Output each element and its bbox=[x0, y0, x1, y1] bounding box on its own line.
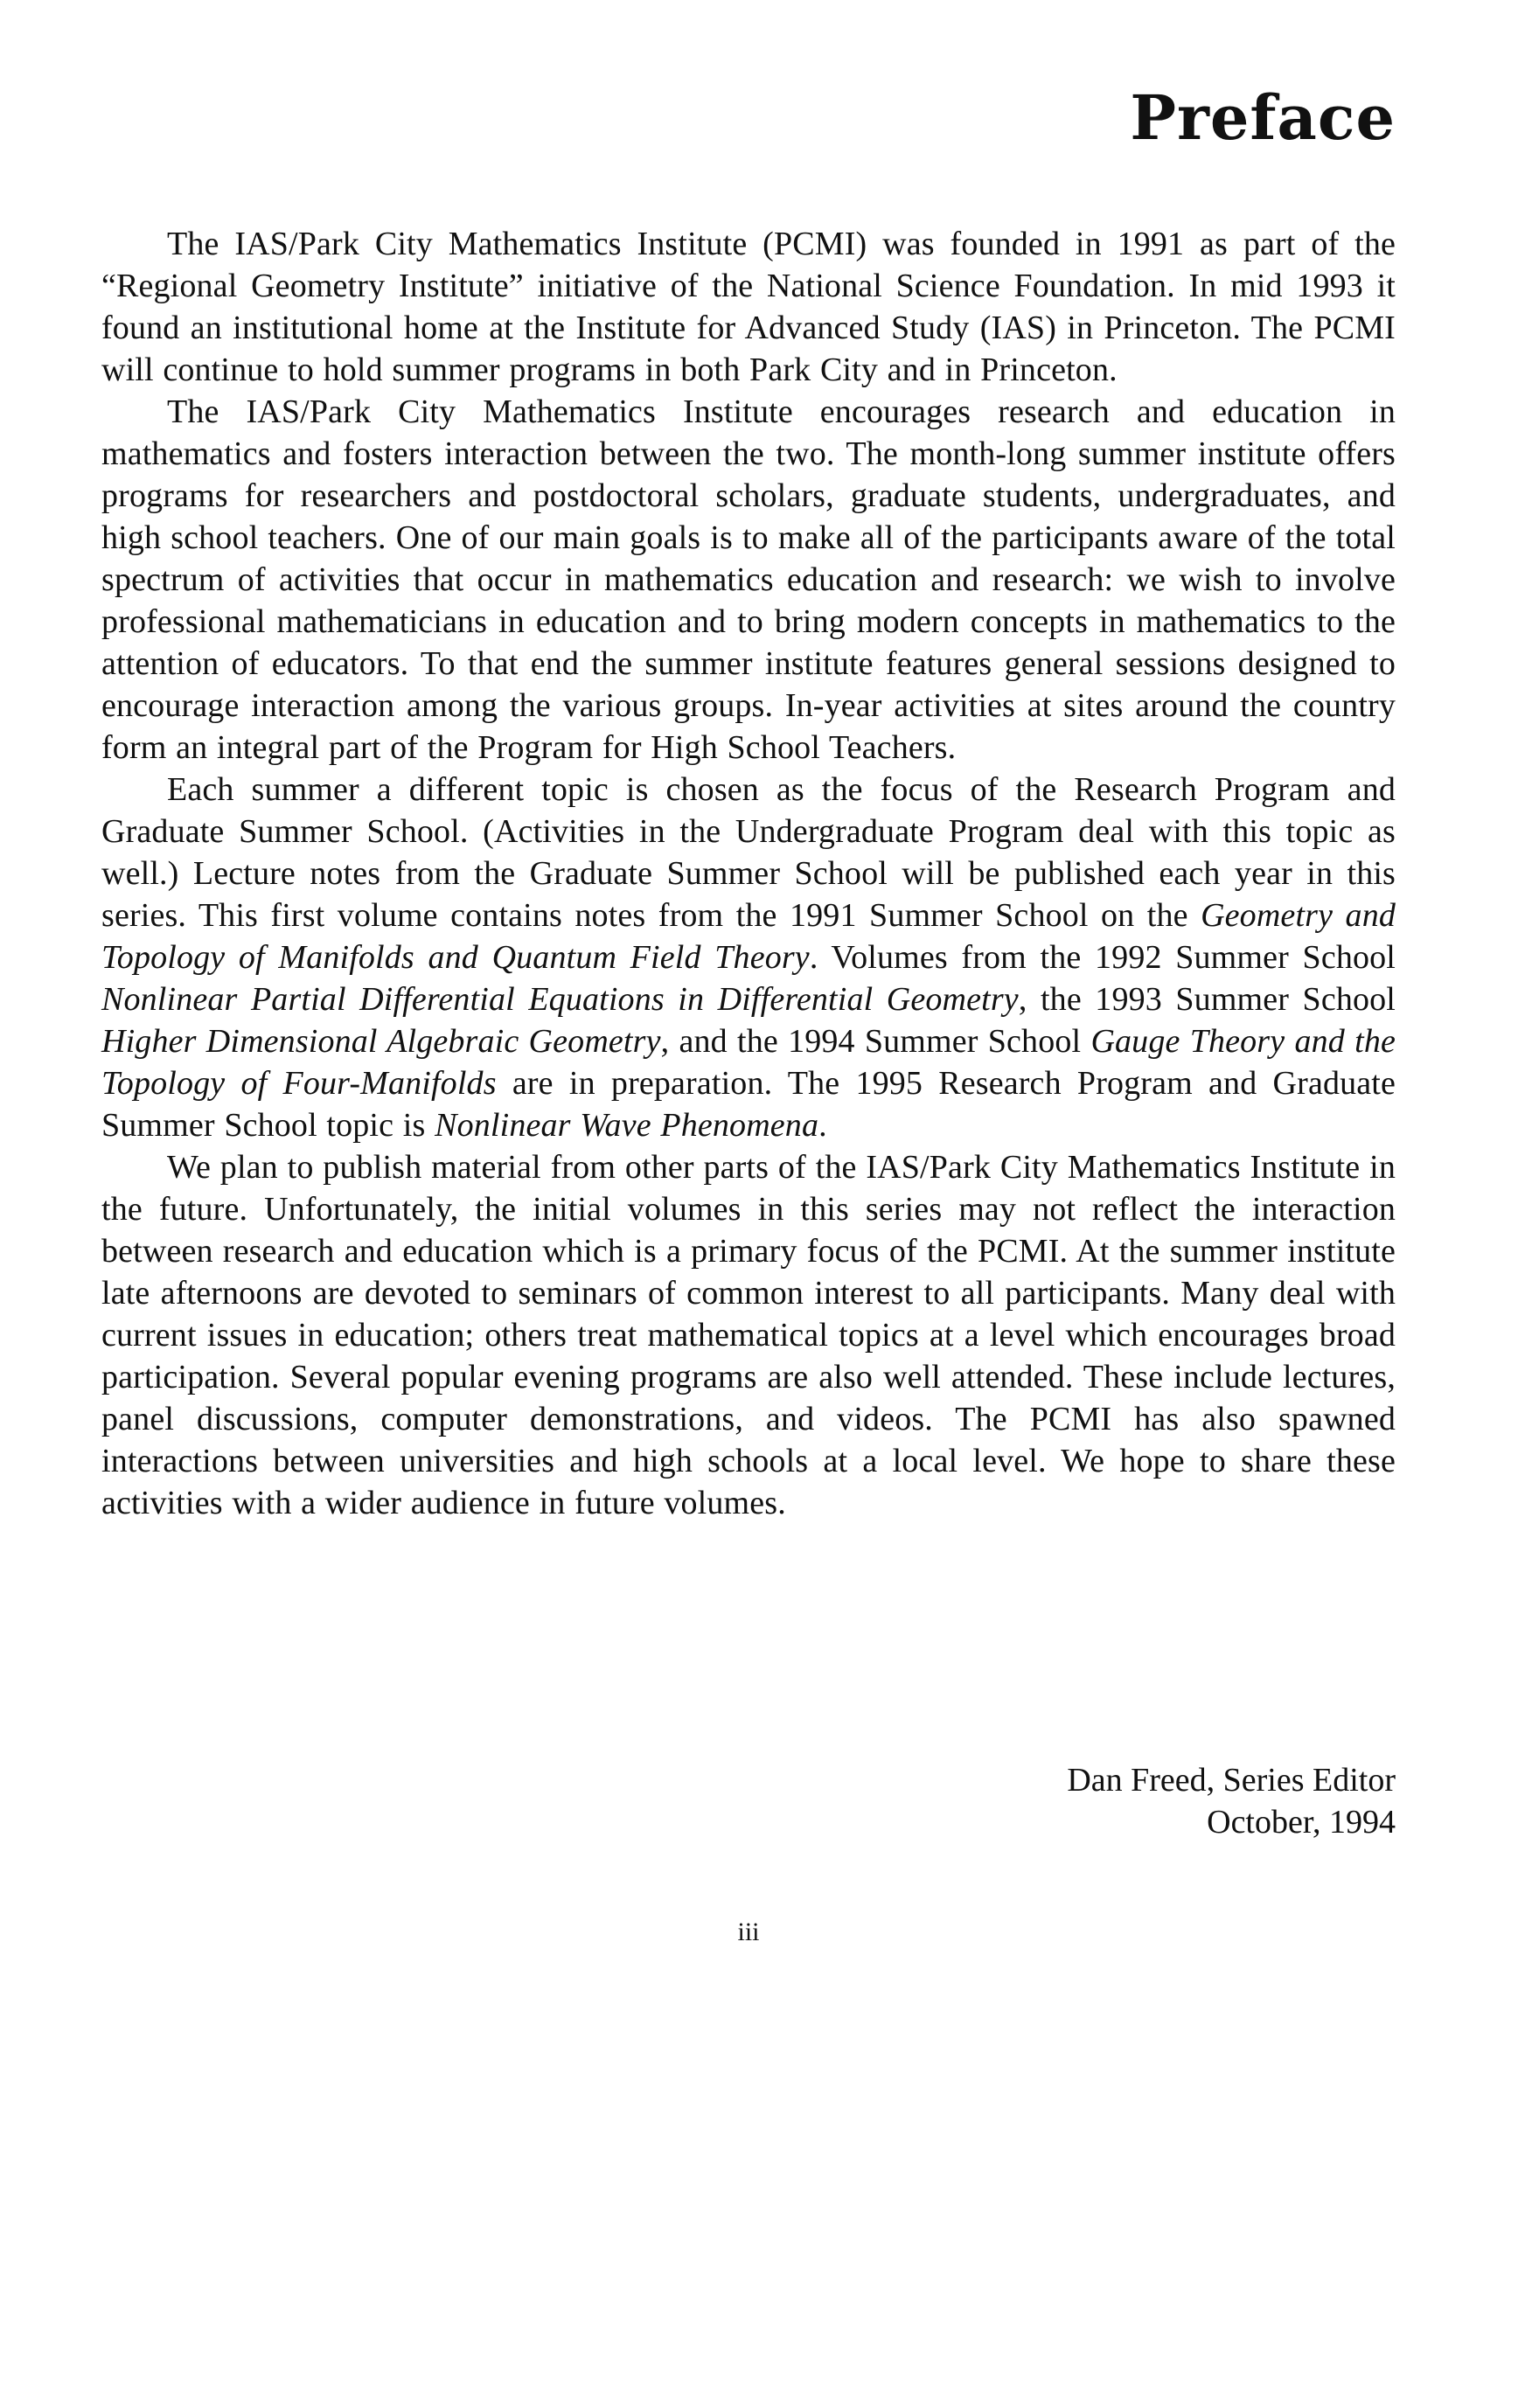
paragraph-3 bbox=[101, 769, 1396, 1146]
text-run: . Volumes from the 1992 Summer School bbox=[809, 939, 1396, 976]
paragraph-4 bbox=[101, 1146, 1396, 1524]
paragraph-1 bbox=[101, 223, 1396, 391]
preface-page bbox=[101, 0, 1396, 2408]
italic-title-run: Nonlinear Wave Phenomena bbox=[435, 1107, 819, 1144]
italic-title-run: Gauge Theory and the Topology of Four-Manifolds bbox=[101, 1023, 1396, 1102]
paragraph-2 bbox=[101, 391, 1396, 769]
signature-date: October, 1994 bbox=[1207, 1804, 1396, 1841]
text-run: . bbox=[818, 1107, 827, 1144]
text-run: The IAS/Park City Mathematics Institute (PCMI) was founded in 1991 as part of the “Regional Geometry Institute” initiative of the National Science Foundation. In mid 1993 it found an institutional home at the Institute for Advanced Study (IAS) in Princeton. The PCMI will continue to hold summer programs in both Park City and in Princeton. bbox=[101, 226, 1396, 388]
page-title: Preface bbox=[1130, 81, 1396, 154]
text-run: The IAS/Park City Mathematics Institute encourages research and education in mathematics and fosters interaction between the two. The month-long summer institute offers programs for researchers and postdoctoral scholars, graduate students, undergraduates, and high school teachers. One of our main goals is to make all of the participants aware of the total spectrum of activities that occur in mathematics education and research: we wish to involve professional mathematicians in education and to bring modern concepts in mathematics to the attention of educators. To that end the summer institute features general sessions designed to encourage interaction among the various groups. In-year activities at sites around the country form an integral part of the Program for High School Teachers. bbox=[101, 393, 1396, 766]
italic-title-run: Higher Dimensional Algebraic Geometry bbox=[101, 1023, 661, 1060]
italic-title-run: Nonlinear Partial Differential Equations in Differential Geometry bbox=[101, 981, 1019, 1018]
editor-name: Dan Freed, Series Editor bbox=[1067, 1762, 1396, 1799]
text-run: We plan to publish material from other parts of the IAS/Park City Mathematics Institute in the future. Unfortunately, the initial volumes in this series may not reflect the interaction between research and education which is a primary focus of the PCMI. At the summer institute late afternoons are devoted to seminars of common interest to all participants. Many deal with current issues in education; others treat mathematical topics at a level which encourages broad participation. Several popular evening programs are also well attended. These include lectures, panel discussions, computer demonstrations, and videos. The PCMI has also spawned interactions between universities and high schools at a local level. We hope to share these activities with a wider audience in future volumes. bbox=[101, 1149, 1396, 1521]
page-number: iii bbox=[737, 1917, 760, 1946]
text-run: , the 1993 Summer School bbox=[1018, 981, 1396, 1018]
italic-title-run: Geometry and Topology of Manifolds and Quantum Field Theory bbox=[101, 897, 1396, 976]
text-run: Each summer a different topic is chosen as the focus of the Research Program and Graduate Summer School. (Activities in the Undergraduate Program deal with this topic as well.) Lecture notes from the Graduate Summer School will be published each year in this series. This first volume contains notes from the 1991 Summer School on the bbox=[101, 771, 1396, 934]
text-run: , and the 1994 Summer School bbox=[660, 1023, 1091, 1060]
signature-block bbox=[1067, 1759, 1396, 1843]
preface-body bbox=[101, 223, 1396, 1524]
text-run: are in preparation. The 1995 Research Program and Graduate Summer School topic is bbox=[101, 1065, 1396, 1144]
